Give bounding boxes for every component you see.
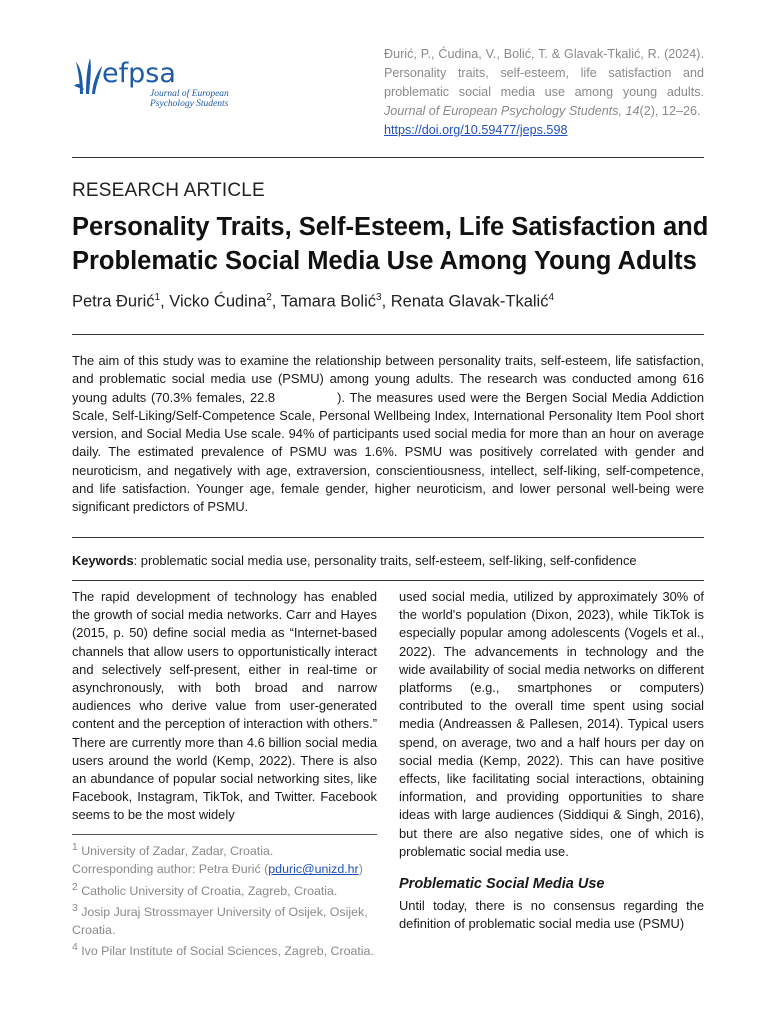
logo-wordmark: efpsa (102, 58, 176, 89)
citation-journal: Journal of European Psychology Students, 14 (384, 104, 640, 118)
footnote-divider (72, 834, 377, 835)
doi-link[interactable]: https://doi.org/10.59477/jeps.598 (384, 123, 568, 137)
footnote-3: $^3$ Josip Juraj Strossmayer University of Osijek, Osijek, Croatia. (72, 902, 368, 938)
keywords-label: Keywords (72, 553, 134, 568)
body-right-column: used social media, utilized by approximately 30% of the world's population (Dixon, 2023), while TikTok is especially popular among adolescents (Vogels et al., 2022). The advancements in technology and the wide availability of social media networks on different platforms (e.g., smartphones or computers) contributed to the overall time spent using social media (Andreassen & Pallesen, 2014). Typical users spend, on average, two and a half hours per day on social media (Kemp, 2022). This can have positive effects, like facilitating social interactions, obtaining information, and providing opportunities to share ideas with large audiences (Siddiqui & Singh, 2016), but there are also negative sides, one of which is problematic social media use. (399, 589, 704, 859)
subheading: Problematic Social Media Use (399, 876, 605, 892)
citation-issue: (2), 12–26. (639, 104, 701, 118)
author-list: Petra Đurić$^1$, Vicko Ćudina$^2$, Tamara Bolić$^3$, Renata Glavak-Tkalić$^4$ (72, 292, 555, 311)
article-title: Personality Traits, Self-Esteem, Life Satisfaction and Problematic Social Media Use Among Young Adults (72, 213, 709, 275)
author-name: Tamara Bolić (280, 292, 376, 311)
author-name: Renata Glavak-Tkalić (390, 292, 549, 311)
footnote-4: $^4$ Ivo Pilar Institute of Social Sciences, Zagreb, Croatia. (72, 942, 374, 959)
header-divider (72, 157, 704, 158)
abstract: The aim of this study was to examine the relationship between personality traits, self-esteem, life satisfaction, and problematic social media use (PSMU) among young adults. The research was conducted among 616 young adults (70.3% females, 22.8 ). The measures used were the Bergen Social Media Addiction Scale, Self-Liking/Self-Competence Scale, Personal Wellbeing Index, International Personality Item Pool short version, and Social Media Use scale. 94% of participants used social media for more than an hour on average daily. The estimated prevalence of PSMU was 1.6%. PSMU was positively correlated with gender and neuroticism, and negatively with age, extraversion, conscientiousness, intellect, self-liking, self-competence, and life satisfaction. Younger age, female gender, higher neuroticism, and lower personal well-being were significant predictors of PSMU. (72, 353, 704, 515)
body-left-column: The rapid development of technology has enabled the growth of social media networks. Carr and Hayes (2015, p. 50) define social media as “Internet-based channels that allow users to opportunistically interact and selectively self-present, either in real-time or asynchronously, with both broad and narrow audiences who derive value from user-generated content and the perception of interaction with others.” There are currently more than 4.6 billion social media users around the world (Kemp, 2022). There is also an abundance of popular social networking sites, like Facebook, Instagram, TikTok, and Twitter. Facebook seems to be the most widely (72, 589, 377, 823)
section-label: RESEARCH ARTICLE (72, 180, 265, 201)
corresponding-author: Corresponding author: Petra Đurić (pduric@unizd.hr) (72, 862, 363, 877)
footnotes (72, 839, 377, 961)
body-right-continued: Until today, there is no consensus regarding the definition of problematic social media use (PSMU) (399, 898, 704, 932)
citation-block (384, 45, 704, 140)
efpsa-plant-icon (74, 56, 104, 96)
citation-text: Đurić, P., Ćudina, V., Bolić, T. & Glavak-Tkalić, R. (2024). Personality traits, self-esteem, life satisfaction and problematic social media use among young adults. (384, 47, 704, 99)
keywords-divider (72, 580, 704, 581)
authors-divider (72, 334, 704, 335)
abstract-divider (72, 537, 704, 538)
footnote-2: $^2$ Catholic University of Croatia, Zagreb, Croatia. (72, 881, 338, 898)
email-link[interactable]: pduric@unizd.hr (268, 862, 359, 877)
logo-subtitle: Journal of European Psychology Students (150, 89, 229, 109)
keywords (72, 553, 704, 568)
keywords-list: : problematic social media use, personality traits, self-esteem, self-liking, self-confidence (133, 553, 637, 568)
author-name: Petra Đurić (72, 292, 155, 311)
journal-logo (74, 54, 244, 114)
footnote-1: $^1$ University of Zadar, Zadar, Croatia. (72, 842, 274, 859)
author-name: Vicko Ćudina (169, 292, 267, 311)
